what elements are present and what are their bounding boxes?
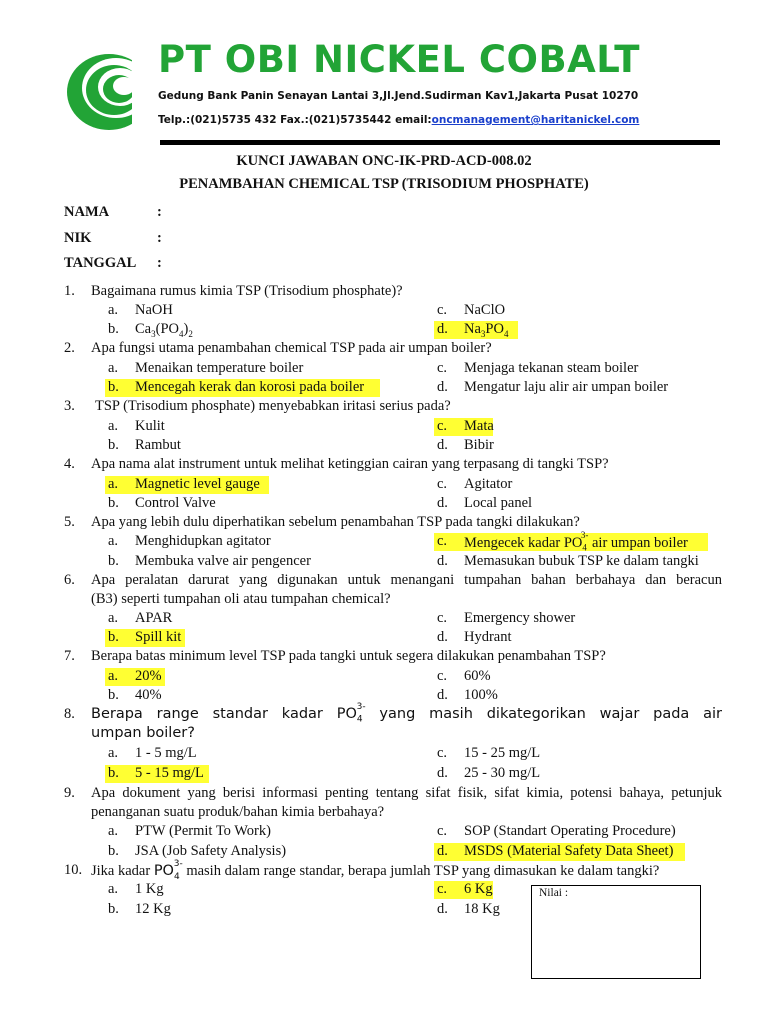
score-box[interactable] — [531, 885, 701, 979]
option-c-answer: c. Mata — [434, 418, 493, 436]
question-text-line2: penanganan suatu produk/bahan kimia berbahaya? — [91, 804, 385, 820]
formula-ca3po42: $Ca_3(PO_4)_2$ — [135, 321, 193, 339]
question-number: 7. — [64, 648, 75, 664]
question-number: 5. — [64, 514, 75, 530]
question-text: TSP (Trisodium phosphate) menyebabkan iritasi serius pada? — [95, 398, 451, 414]
option-b-answer: b. Spill kit — [105, 629, 185, 647]
question-number: 10. — [64, 862, 83, 878]
field-tanggal: TANGGAL : — [64, 255, 162, 271]
company-logo-icon — [64, 44, 164, 134]
question-number: 4. — [64, 456, 75, 472]
header-divider — [160, 140, 720, 145]
option-d-answer: d. MSDS (Material Safety Data Sheet) — [434, 843, 685, 861]
field-label: NAMA — [64, 204, 110, 220]
field-nik: NIK : — [64, 230, 162, 246]
option-c-answer: c. Mengecek kadar $PO_4^{3-}$ air umpan boiler — [434, 533, 708, 551]
po4-option-text: Mengecek kadar $PO_4^{3-}$ air umpan boiler — [464, 530, 688, 553]
field-nama: NAMA : — [64, 204, 162, 220]
question-text-line1: Berapa range standar kadar $PO_4^{3-}$ yang masih dikategorikan wajar pada air — [91, 702, 723, 725]
contact-phone-fax: Telp.:(021)5735 432 Fax.:(021)5735442 email: — [158, 114, 432, 126]
question-number: 8. — [64, 706, 75, 722]
question-number: 6. — [64, 572, 75, 588]
email-link[interactable]: oncmanagement@haritanickel.com — [431, 114, 640, 126]
formula-na3po4: $Na_3PO_4$ — [464, 321, 509, 339]
company-name: PT OBI NICKEL COBALT — [158, 38, 640, 81]
option-d-answer: d. $Na_3PO_4$ — [434, 321, 518, 339]
question-text-line2: (B3) seperti tumpahan oli atau tumpahan chemical? — [91, 591, 391, 607]
question-number: 9. — [64, 785, 75, 801]
question-text: Bagaimana rumus kimia TSP (Trisodium phosphate)? — [91, 283, 403, 299]
score-label: Nilai : — [539, 887, 569, 899]
question-number: 2. — [64, 340, 75, 356]
question-number: 1. — [64, 283, 75, 299]
field-label: NIK — [64, 230, 92, 246]
option-a-answer: a. 20% — [105, 668, 165, 686]
option-b-answer: b. Mencegah kerak dan korosi pada boiler — [105, 379, 380, 397]
document-title: KUNCI JAWABAN ONC-IK-PRD-ACD-008.02 — [236, 153, 532, 169]
option-b-answer: b. 5 - 15 mg/L — [105, 765, 209, 783]
question-text-line1: Apa dokument yang berisi informasi penting tentang sifat fisik, sifat kimia, potensi bahaya, petunjuk — [91, 785, 722, 801]
field-label: TANGGAL — [64, 255, 137, 271]
question-text: Apa nama alat instrument untuk melihat ketinggian cairan yang terpasang di tangki TSP? — [91, 456, 609, 472]
option-a-answer: a. Magnetic level gauge — [105, 476, 269, 494]
question-text-line2: umpan boiler? — [91, 725, 195, 741]
company-address: Gedung Bank Panin Senayan Lantai 3,Jl.Jend.Sudirman Kav1,Jakarta Pusat 10270 — [158, 90, 639, 102]
option-c-answer: c. 6 Kg — [434, 881, 493, 899]
question-text: Berapa batas minimum level TSP pada tangki untuk segera dilakukan penambahan TSP? — [91, 648, 606, 664]
document-subtitle: PENAMBAHAN CHEMICAL TSP (TRISODIUM PHOSPHATE) — [179, 176, 589, 192]
company-contact — [158, 114, 639, 126]
question-text: Jika kadar $PO_4^{3-}$ masih dalam range standar, berapa jumlah TSP yang dimasukan ke dalam tangki? — [91, 859, 660, 882]
question-text: Apa yang lebih dulu diperhatikan sebelum penambahan TSP pada tangki dilakukan? — [91, 514, 580, 530]
question-text: Apa fungsi utama penambahan chemical TSP pada air umpan boiler? — [91, 340, 492, 356]
question-text-line1: Apa peralatan darurat yang digunakan untuk menangani tumpahan bahan berbahaya dan beracun — [91, 572, 722, 588]
question-number: 3. — [64, 398, 75, 414]
